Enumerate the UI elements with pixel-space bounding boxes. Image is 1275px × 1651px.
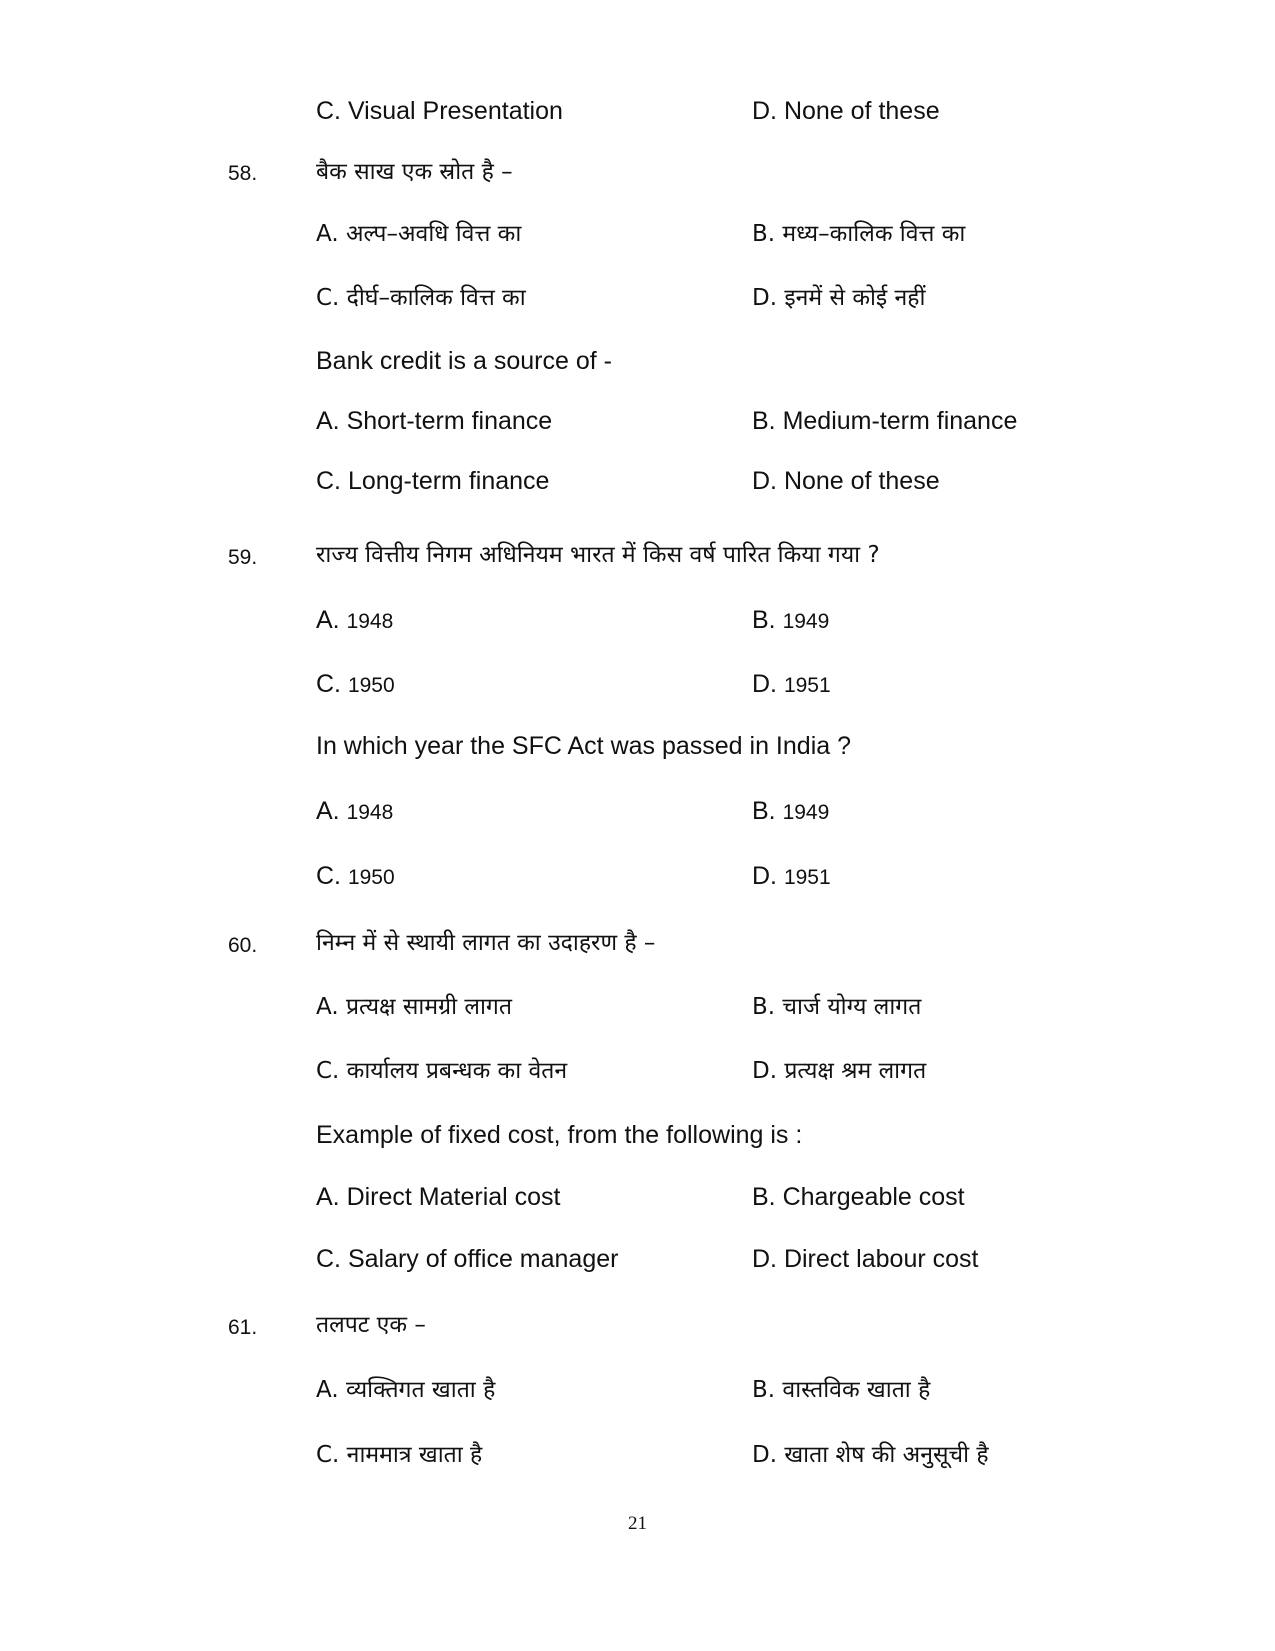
option-value: 1948 <box>346 801 394 824</box>
option-value: 1950 <box>347 866 395 889</box>
option-value: 1949 <box>782 610 830 633</box>
option-letter: D. <box>752 670 777 698</box>
q61-hindi-option-a: A. व्यक्तिगत खाता है <box>316 1377 496 1403</box>
q59-hindi-option-b <box>752 604 829 638</box>
option-letter: C. <box>316 670 341 698</box>
q58-hindi-option-d: D. इनमें से कोई नहीं <box>752 285 926 311</box>
q58-hindi-question: बैक साख एक स्रोत है – <box>316 159 513 185</box>
option-value: 1948 <box>346 610 394 633</box>
q57-option-c: C. Visual Presentation <box>316 97 563 125</box>
option-value: 1949 <box>782 801 830 824</box>
q59-hindi-question: राज्य वित्तीय निगम अधिनियम भारत में किस वर्ष पारित किया गया ? <box>316 542 880 568</box>
q59-number: 59. <box>228 546 258 569</box>
option-value: 1951 <box>783 674 831 697</box>
option-letter: B. <box>752 606 776 634</box>
q58-english-option-b: B. Medium-term finance <box>752 407 1018 435</box>
q60-hindi-option-d: D. प्रत्यक्ष श्रम लागत <box>752 1058 927 1084</box>
q60-english-option-b: B. Chargeable cost <box>752 1183 965 1211</box>
q58-english-question: Bank credit is a source of - <box>316 347 612 375</box>
q59-english-option-b <box>752 795 829 829</box>
option-letter: A. <box>316 606 340 634</box>
q59-english-option-a <box>316 795 393 829</box>
q60-number: 60. <box>228 934 258 957</box>
q61-hindi-option-c: C. नाममात्र खाता है <box>316 1442 483 1468</box>
option-letter: D. <box>752 862 777 890</box>
q60-hindi-option-c: C. कार्यालय प्रबन्धक का वेतन <box>316 1058 568 1084</box>
q58-hindi-option-b: B. मध्य–कालिक वित्त का <box>752 221 966 247</box>
q61-hindi-question: तलपट एक – <box>316 1312 426 1338</box>
q60-english-option-d: D. Direct labour cost <box>752 1245 979 1273</box>
q58-english-option-c: C. Long-term finance <box>316 467 550 495</box>
q59-hindi-option-c <box>316 668 395 702</box>
q60-english-option-c: C. Salary of office manager <box>316 1245 619 1273</box>
q60-hindi-question: निम्न में से स्थायी लागत का उदाहरण है – <box>316 930 656 956</box>
q58-number: 58. <box>228 162 258 185</box>
q60-english-option-a: A. Direct Material cost <box>316 1183 561 1211</box>
q58-hindi-option-c: C. दीर्घ–कालिक वित्त का <box>316 285 526 311</box>
q60-hindi-option-b: B. चार्ज योग्य लागत <box>752 994 922 1020</box>
q61-hindi-option-d: D. खाता शेष की अनुसूची है <box>752 1442 989 1468</box>
q59-hindi-option-d <box>752 668 831 702</box>
q58-hindi-option-a: A. अल्प–अवधि वित्त का <box>316 221 522 247</box>
option-letter: A. <box>316 797 340 825</box>
q57-option-d: D. None of these <box>752 97 940 125</box>
q59-english-question: In which year the SFC Act was passed in India ? <box>316 732 851 760</box>
q59-english-option-d <box>752 860 831 894</box>
option-letter: B. <box>752 797 776 825</box>
q59-hindi-option-a <box>316 604 393 638</box>
option-value: 1950 <box>347 674 395 697</box>
q61-number: 61. <box>228 1316 258 1339</box>
q61-hindi-option-b: B. वास्तविक खाता है <box>752 1377 931 1403</box>
q60-hindi-option-a: A. प्रत्यक्ष सामग्री लागत <box>316 994 512 1020</box>
q58-english-option-d: D. None of these <box>752 467 940 495</box>
q58-english-option-a: A. Short-term finance <box>316 407 553 435</box>
page-number: 21 <box>628 1513 647 1534</box>
q60-english-question: Example of fixed cost, from the following is : <box>316 1121 803 1149</box>
option-value: 1951 <box>783 866 831 889</box>
q59-english-option-c <box>316 860 395 894</box>
option-letter: C. <box>316 862 341 890</box>
